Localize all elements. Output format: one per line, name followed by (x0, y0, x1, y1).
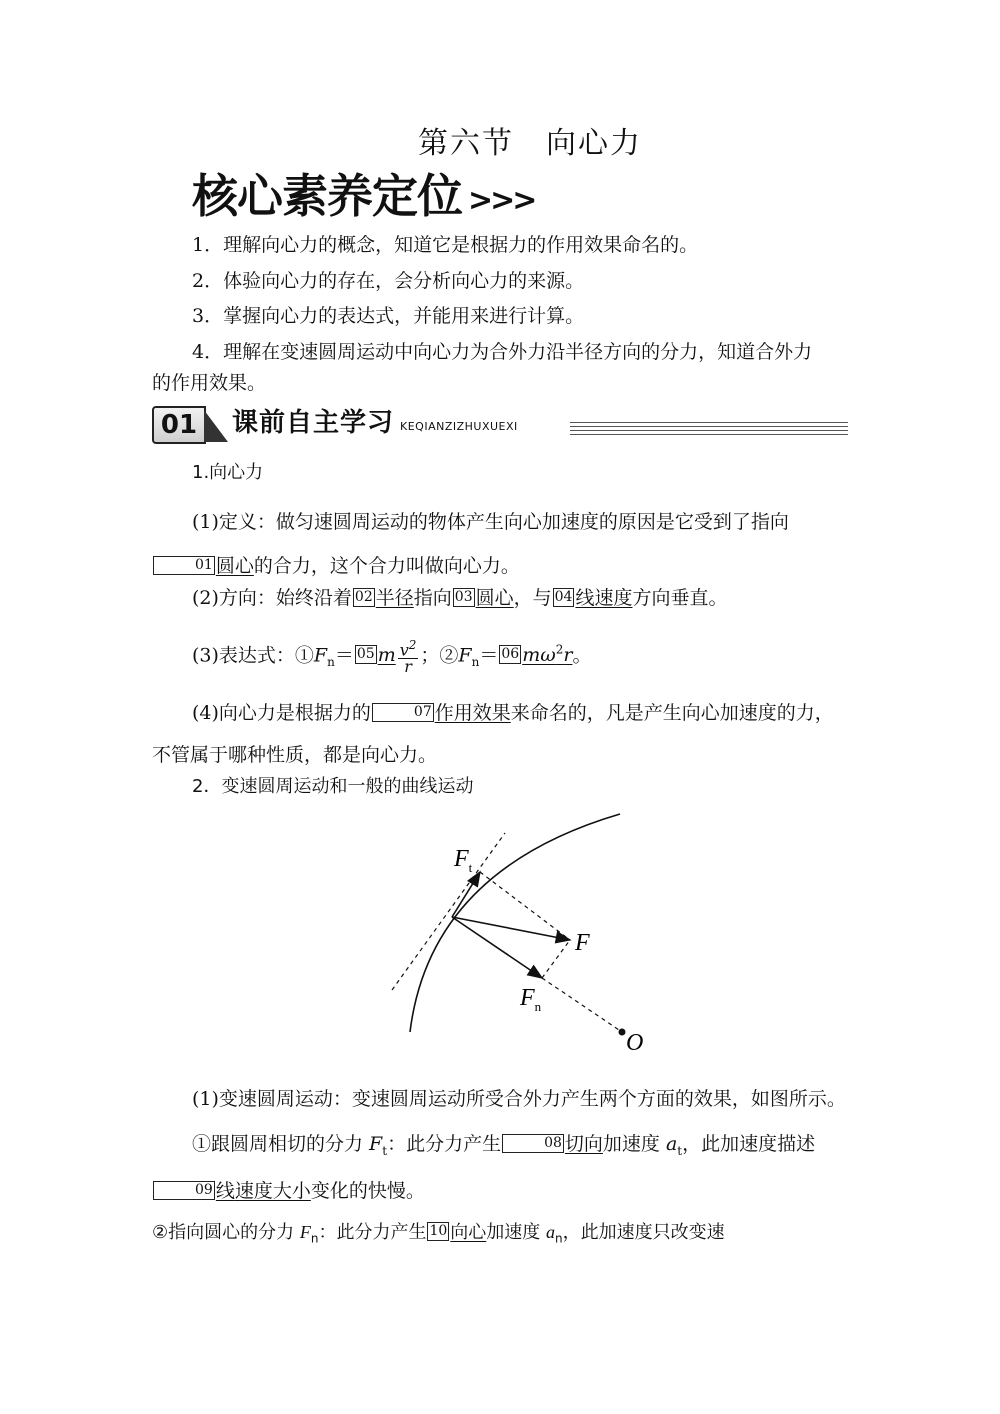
triple-chevron-icon: >>> (468, 183, 535, 218)
label-f: F (575, 930, 590, 956)
label-ft: F (454, 846, 469, 872)
tangential-force-arrow (452, 872, 480, 917)
paragraph-variable-motion: (1)变速圆周运动：变速圆周运动所受合外力产生两个方面的效果，如图所示。 (192, 1088, 846, 1110)
blank-number: 06 (501, 646, 520, 663)
section-triangle-icon (204, 410, 228, 442)
circle-arc (410, 814, 620, 1032)
answer-blank: 圆心 (215, 555, 254, 577)
parallelogram-edge (542, 940, 570, 978)
answer-blank: 线速度大小 (215, 1179, 311, 1202)
page-title: 第六节 向心力 (418, 126, 642, 161)
goal-item: 1．理解向心力的概念，知道它是根据力的作用效果命名的。 (192, 234, 699, 256)
blank-number: 05 (356, 646, 375, 663)
goal-item-continued: 的作用效果。 (152, 372, 267, 394)
core-literacy-title: 核心素养定位 (192, 169, 462, 223)
label-ft-sub: t (468, 860, 473, 875)
blank-number: 08 (502, 1134, 564, 1153)
paragraph-definition: (1)定义：做匀速圆周运动的物体产生向心加速度的原因是它受到了指向01 圆心的合力，这个合力叫做向心力。 (152, 500, 852, 588)
paragraph-direction: (2)方向：始终沿着 02 半径指向 03 圆心，与 04 线速度方向垂直。 (192, 587, 728, 609)
answer-blank: 圆心 (475, 587, 514, 609)
section-number: 01 (152, 406, 206, 444)
core-literacy-banner (192, 168, 534, 224)
paragraph-normal: ②指向圆心的分力 $F_n$：此分力产生 10 向心加速度 $a_n$，此加速度只改变速 (152, 1222, 725, 1246)
blank-number: 02 (354, 589, 373, 605)
answer-blank: 切向 (564, 1133, 603, 1155)
section-title: 课前自主学习 (232, 408, 395, 438)
svg-text:Fn (519, 985, 542, 1014)
heading-variable-circular-motion: 2．变速圆周运动和一般的曲线运动 (192, 776, 474, 797)
label-o: O (626, 1030, 644, 1056)
heading-centripetal-force: 1.向心力 (192, 462, 264, 483)
answer-blank: 线速度 (575, 587, 633, 609)
section-header (152, 404, 848, 444)
label-fn: F (520, 985, 535, 1011)
blank-number: 01 (153, 556, 215, 575)
answer-blank: 作用效果 (434, 702, 511, 724)
answer-blank: 向心 (450, 1222, 487, 1243)
paragraph-naming: (4)向心力是根据力的 07 作用效果来命名的，凡是产生向心加速度的力，不管属于哪种性质，都是向心力。 (152, 702, 834, 766)
fraction: $\frac{v^2}{r}$ (399, 638, 417, 677)
goal-item: 3．掌握向心力的表达式，并能用来进行计算。 (192, 305, 585, 327)
section-subtitle: KEQIANZIZHUXUEXI (400, 420, 518, 433)
answer-blank: m $\frac{v^2}{r}$ (377, 638, 417, 677)
radius-line (542, 978, 622, 1032)
paragraph-tangential: ①跟圆周相切的分力 $F_t$：此分力产生 08 切向加速度 $a_t$，此加速度描述09 线速度大小变化的快慢。 (152, 1124, 852, 1211)
svg-text:Ft (453, 846, 473, 875)
parallelogram-edge (480, 872, 570, 940)
answer-blank: $m\omega^2r$ (522, 643, 573, 667)
blank-number: 04 (554, 589, 573, 605)
goal-item: 2．体验向心力的存在，会分析向心力的来源。 (192, 270, 585, 292)
blank-number: 03 (454, 589, 473, 605)
center-point (619, 1029, 626, 1036)
force-decomposition-diagram (370, 800, 670, 1070)
answer-blank: 半径 (375, 587, 414, 609)
blank-number: 10 (429, 1223, 448, 1239)
blank-number: 09 (153, 1181, 215, 1200)
paragraph-expression: (3)表达式：$①F_n= 05$ m $\frac{v^2}{r}$ ；$②F_n= 06$ $m\omega^2r$。 (192, 638, 592, 677)
goal-item: 4．理解在变速圆周运动中向心力为合外力沿半径方向的分力，知道合外力 (192, 341, 813, 363)
label-fn-sub: n (534, 999, 542, 1014)
section-rule-lines (570, 422, 848, 436)
blank-number: 07 (372, 703, 434, 722)
tangent-line (392, 833, 505, 990)
